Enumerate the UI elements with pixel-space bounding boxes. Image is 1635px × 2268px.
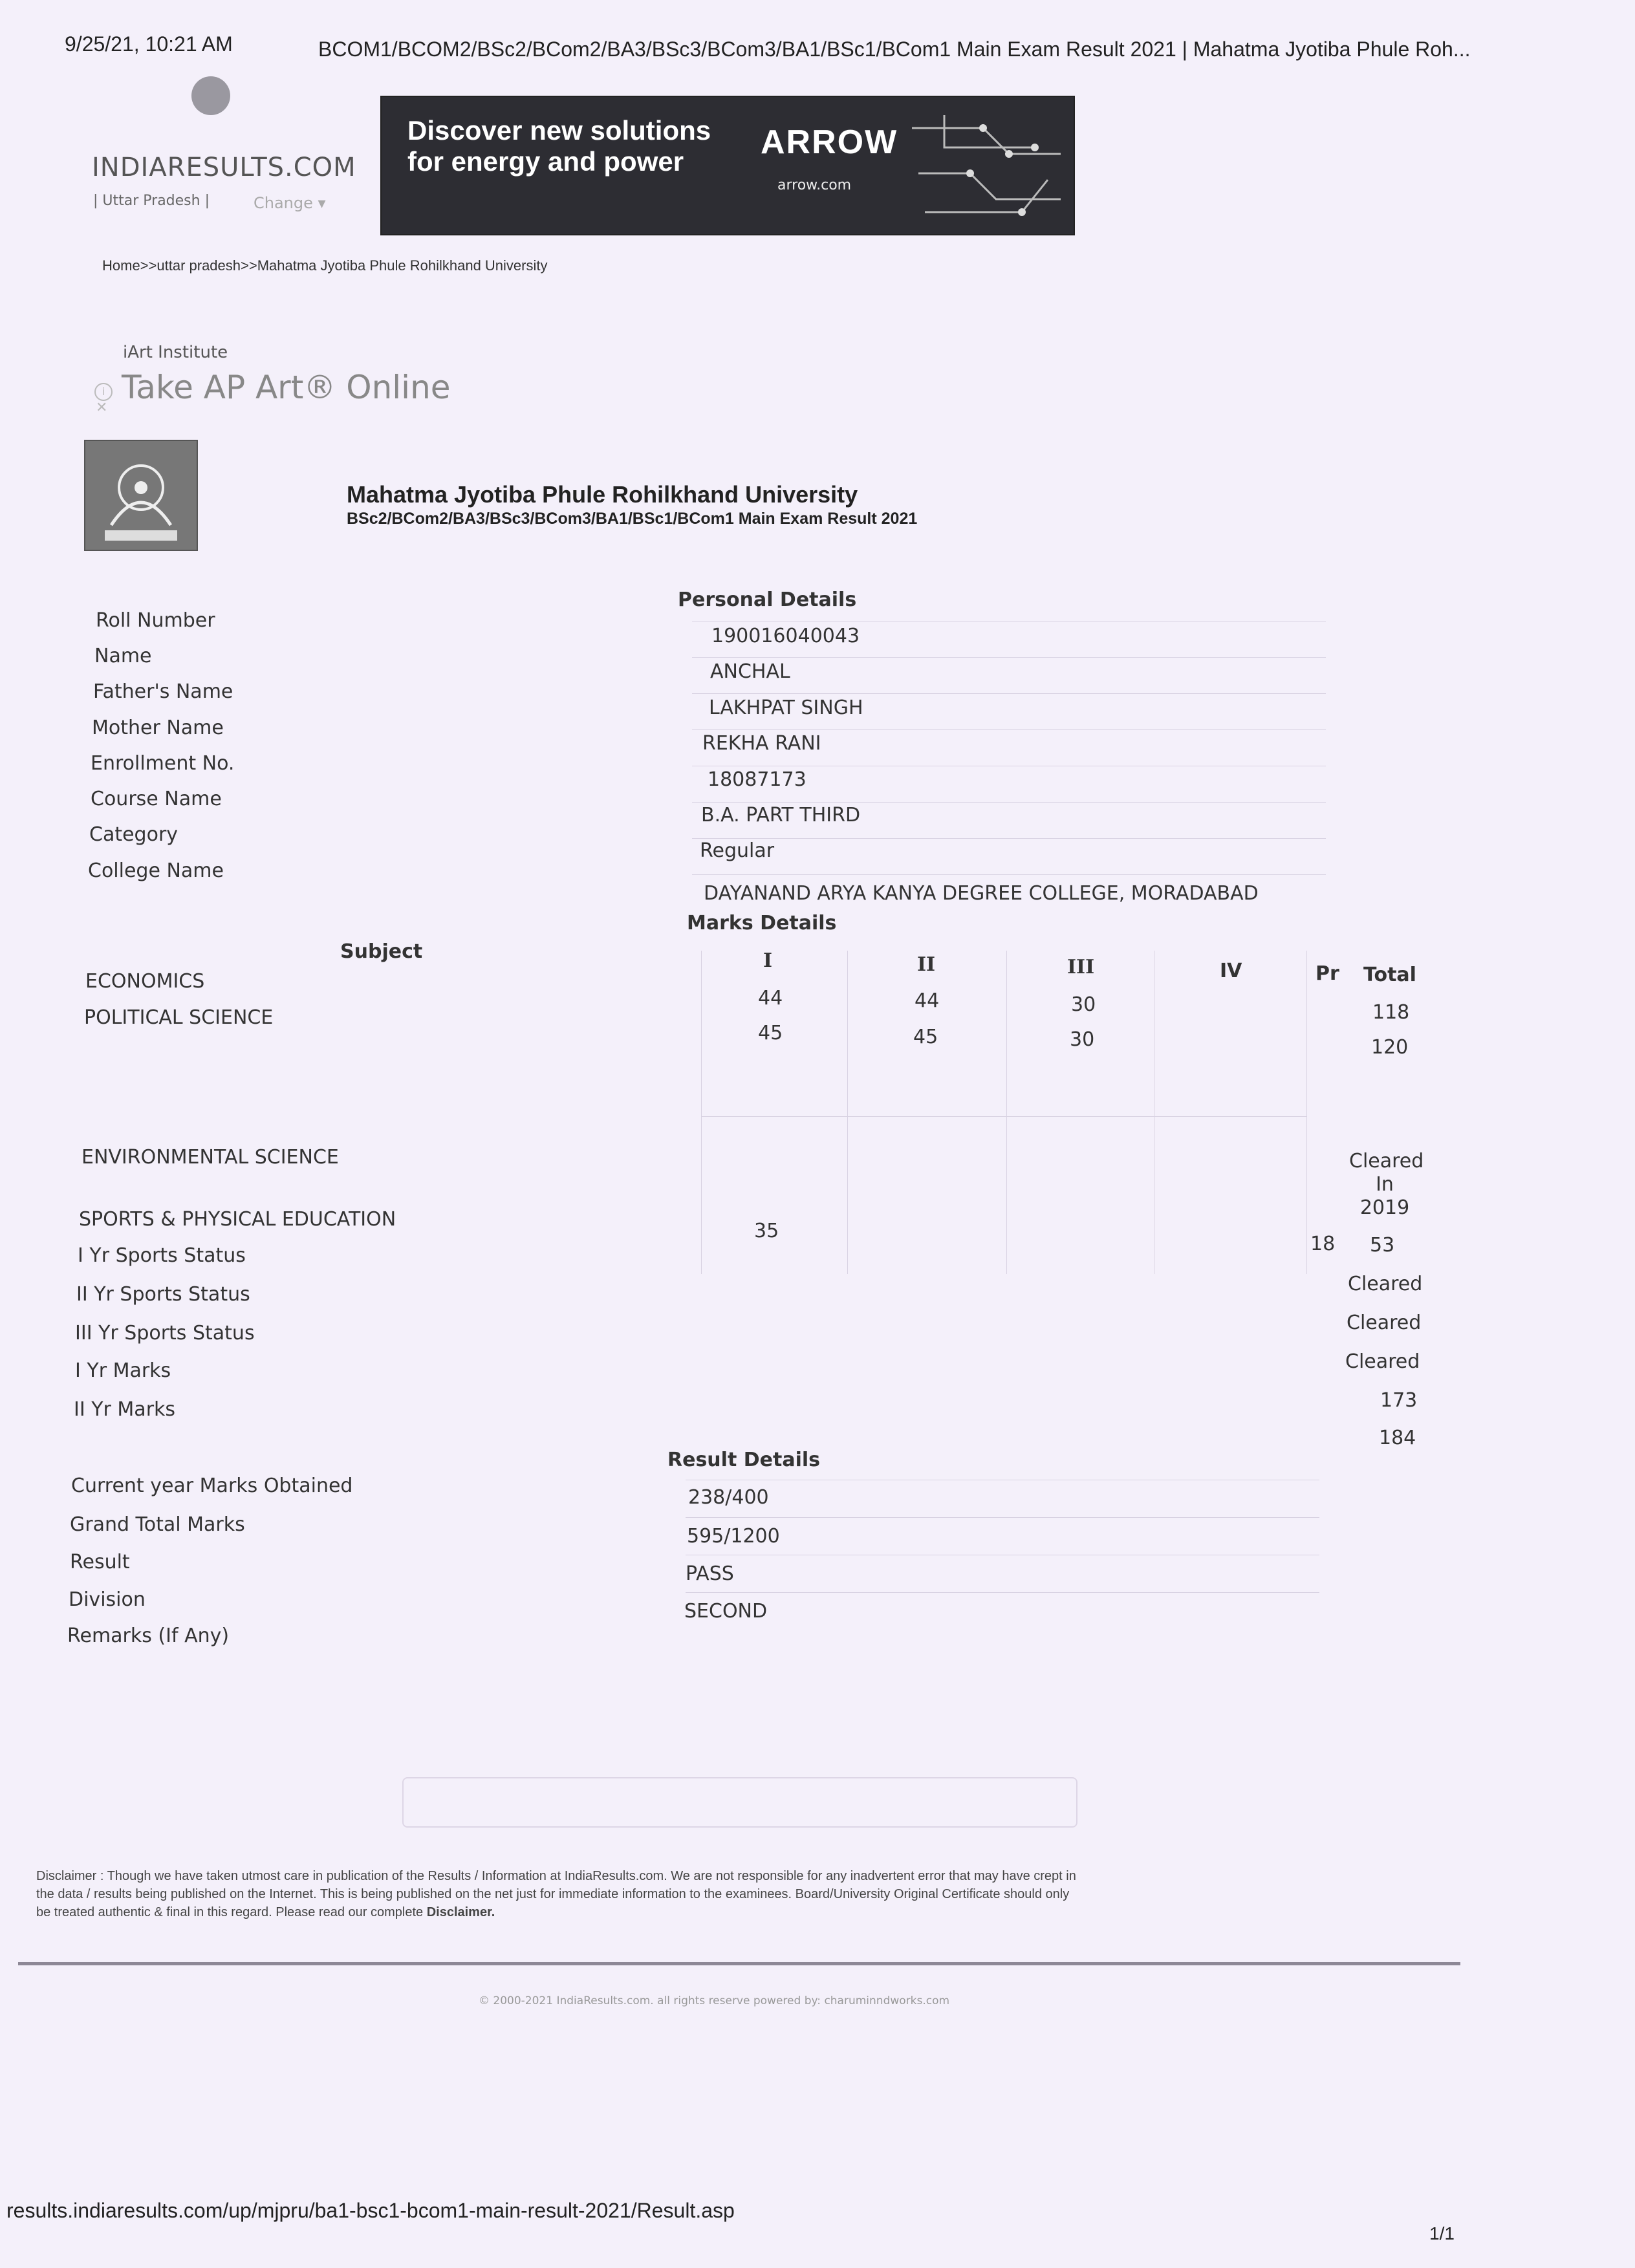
ad-banner[interactable] (380, 96, 1075, 235)
mother-name-label: Mother Name (92, 717, 224, 739)
political-science-total: 120 (1371, 1036, 1409, 1059)
print-page-title: BCOM1/BCOM2/BSc2/BCom2/BA3/BSc3/BCom3/BA1/BSc1/BCom1 Main Exam Result 2021 | Mahatma Jyotiba Phule Roh... (318, 38, 1471, 61)
subject-column-header: Subject (340, 940, 423, 963)
i-yr-marks-value: 173 (1380, 1389, 1418, 1412)
environmental-science-status-2: In (1376, 1173, 1394, 1196)
divider (686, 1517, 1319, 1518)
subject-sports-physical-education: SPORTS & PHYSICAL EDUCATION (79, 1208, 396, 1231)
fathers-name-value: LAKHPAT SINGH (709, 697, 863, 719)
remarks-label: Remarks (If Any) (67, 1625, 230, 1647)
sports-paper-i: 35 (754, 1220, 779, 1242)
exam-title: BSc2/BCom2/BA3/BSc3/BCom3/BA1/BSc1/BCom1 Main Exam Result 2021 (347, 510, 918, 528)
i-yr-marks-label: I Yr Marks (75, 1359, 171, 1382)
col-header-iv: IV (1220, 960, 1242, 982)
table-grid-line (1306, 951, 1307, 1274)
roll-number-value: 190016040043 (711, 625, 860, 647)
logo-globe-icon (191, 76, 230, 115)
circuit-graphic-icon (905, 102, 1067, 229)
table-grid-line (701, 951, 702, 1274)
university-emblem (84, 440, 198, 551)
grand-total-marks-label: Grand Total Marks (70, 1513, 245, 1536)
divider (692, 693, 1326, 694)
college-name-value: DAYANAND ARYA KANYA DEGREE COLLEGE, MORADABAD (704, 882, 1259, 905)
subject-political-science: POLITICAL SCIENCE (84, 1006, 274, 1029)
ad-brand-url: arrow.com (777, 177, 852, 193)
print-page-number: 1/1 (1429, 2223, 1455, 2243)
result-label: Result (70, 1551, 130, 1573)
ii-yr-sports-status-label: II Yr Sports Status (76, 1283, 250, 1306)
personal-details-heading: Personal Details (678, 589, 857, 611)
environmental-science-status-1: Cleared (1349, 1150, 1424, 1172)
state-label: | Uttar Pradesh | (93, 193, 210, 209)
divider (692, 802, 1326, 803)
name-label: Name (94, 645, 152, 667)
disclaimer-line-2: the data / results being published on the Internet. This is being published on the net just for immediate information to the examinees. Board/University Original Certificate should only (36, 1887, 1070, 1901)
fathers-name-label: Father's Name (93, 680, 233, 703)
result-details-heading: Result Details (667, 1449, 820, 1471)
division-label: Division (69, 1588, 146, 1611)
division-value: SECOND (684, 1600, 768, 1623)
economics-paper-ii: 44 (915, 989, 940, 1012)
print-url: results.indiaresults.com/up/mjpru/ba1-bsc1-bcom1-main-result-2021/Result.asp (6, 2199, 735, 2222)
enrollment-no-value: 18087173 (708, 768, 807, 791)
course-name-label: Course Name (91, 788, 222, 810)
promo-headline[interactable]: Take AP Art® Online (122, 369, 451, 406)
disclaimer-link[interactable]: Disclaimer. (426, 1905, 495, 1919)
print-datetime: 9/25/21, 10:21 AM (65, 32, 233, 56)
disclaimer-line-1: Disclaimer : Though we have taken utmost care in publication of the Results / Information at IndiaResults.com. We are not responsible for any inadvertent error that may have crept in (36, 1869, 1076, 1883)
i-yr-sports-status-label: I Yr Sports Status (78, 1244, 246, 1267)
col-header-total: Total (1363, 964, 1416, 986)
iii-yr-sports-status-value: Cleared (1345, 1350, 1420, 1373)
result-value: PASS (686, 1562, 734, 1585)
current-year-marks-value: 238/400 (688, 1486, 769, 1509)
divider (692, 657, 1326, 658)
copyright: © 2000-2021 IndiaResults.com. all rights reserve powered by: charuminndworks.com (479, 1994, 950, 2007)
close-icon[interactable]: ✕ (96, 400, 108, 416)
table-grid-line (701, 1116, 1306, 1117)
political-science-paper-iii: 30 (1070, 1028, 1095, 1051)
economics-paper-iii: 30 (1071, 993, 1096, 1016)
info-icon[interactable]: i (94, 383, 113, 401)
marks-details-heading: Marks Details (687, 912, 837, 934)
col-header-i: I (763, 949, 773, 972)
table-grid-line (1006, 951, 1007, 1274)
ii-yr-marks-label: II Yr Marks (74, 1398, 176, 1421)
ii-yr-marks-value: 184 (1379, 1427, 1416, 1449)
promo-sponsor: iArt Institute (123, 343, 228, 362)
mother-name-value: REKHA RANI (702, 732, 821, 755)
category-value: Regular (700, 839, 775, 862)
table-grid-line (847, 951, 848, 1274)
col-header-iii: III (1067, 956, 1095, 978)
political-science-paper-i: 45 (758, 1022, 783, 1044)
university-name: Mahatma Jyotiba Phule Rohilkhand University (347, 481, 858, 508)
university-seal-icon (85, 441, 197, 550)
divider (692, 729, 1326, 730)
divider (692, 838, 1326, 839)
grand-total-marks-value: 595/1200 (687, 1525, 780, 1548)
divider (692, 874, 1326, 875)
divider (686, 1592, 1319, 1593)
political-science-paper-ii: 45 (913, 1026, 938, 1048)
name-value: ANCHAL (710, 660, 790, 683)
subject-environmental-science: ENVIRONMENTAL SCIENCE (81, 1146, 339, 1169)
disclaimer-line-3: be treated authentic & final in this regard. Please read our complete (36, 1905, 427, 1919)
sports-practical: 18 (1310, 1233, 1336, 1255)
col-header-ii: II (917, 953, 936, 976)
ad-brand-logo: ARROW (761, 124, 898, 161)
economics-paper-i: 44 (758, 987, 783, 1010)
economics-total: 118 (1372, 1001, 1410, 1024)
site-logo[interactable]: INDIARESULTS.COM (92, 153, 356, 182)
current-year-marks-label: Current year Marks Obtained (71, 1474, 353, 1497)
sports-total: 53 (1370, 1234, 1395, 1257)
subject-economics: ECONOMICS (85, 970, 205, 993)
footer-divider (18, 1962, 1460, 1965)
ii-yr-sports-status-value: Cleared (1347, 1312, 1422, 1334)
col-header-pr: Pr (1316, 962, 1339, 985)
environmental-science-status-3: 2019 (1359, 1196, 1410, 1219)
i-yr-sports-status-value: Cleared (1348, 1273, 1423, 1295)
college-name-label: College Name (88, 859, 224, 882)
change-state-link[interactable]: Change ▾ (254, 194, 326, 212)
iii-yr-sports-status-label: III Yr Sports Status (75, 1322, 255, 1345)
course-name-value: B.A. PART THIRD (701, 804, 861, 826)
roll-number-label: Roll Number (96, 609, 215, 632)
ad-headline-2: for energy and power (407, 146, 684, 177)
empty-input-box[interactable] (402, 1777, 1077, 1828)
enrollment-no-label: Enrollment No. (91, 752, 235, 775)
breadcrumb[interactable]: Home>>uttar pradesh>>Mahatma Jyotiba Phule Rohilkhand University (102, 257, 548, 274)
category-label: Category (89, 823, 179, 846)
ad-headline-1: Discover new solutions (407, 115, 711, 146)
